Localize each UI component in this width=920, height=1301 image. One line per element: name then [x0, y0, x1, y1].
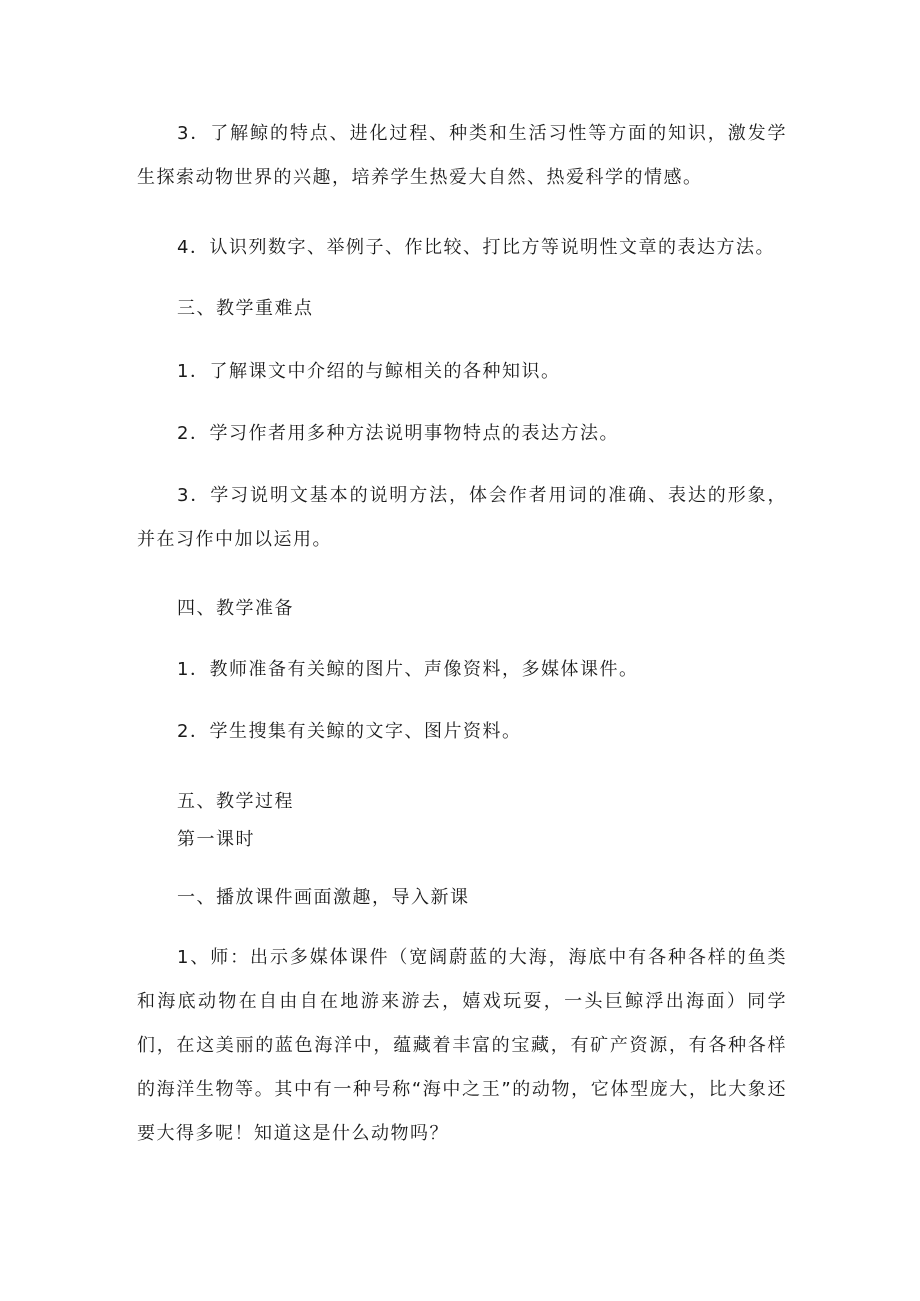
objective-3-paragraph: 3．了解鲸的特点、进化过程、种类和生活习性等方面的知识，激发学生探索动物世界的兴趣，培养学生热爱大自然、热爱科学的情感。 — [137, 123, 787, 188]
section-heading-preparation: 四、教学准备 — [177, 598, 294, 619]
objective-4-paragraph: 4．认识列数字、举例子、作比较、打比方等说明性文章的表达方法。 — [177, 237, 775, 258]
step-one-heading: 一、播放课件画面激趣，导入新课 — [177, 887, 470, 908]
preparation-1: 1．教师准备有关鲸的图片、声像资料，多媒体课件。 — [177, 659, 639, 680]
teacher-intro-paragraph: 1、师：出示多媒体课件（宽阔蔚蓝的大海，海底中有各种各样的鱼类和海底动物在自由自在地游来游去，嬉戏玩耍，一头巨鲸浮出海面）同学们，在这美丽的蓝色海洋中，蕴藏着丰富的宝藏，有矿产资源，有各种各样的海洋生物等。其中有一种号称“海中之王”的动物，它体型庞大，比大象还要大得多呢！知道这是什么动物吗？ — [137, 947, 787, 1144]
key-point-3: 3．学习说明文基本的说明方法，体会作者用词的准确、表达的形象，并在习作中加以运用。 — [137, 485, 787, 550]
key-point-1: 1．了解课文中介绍的与鲸相关的各种知识。 — [177, 361, 561, 382]
section-heading-key-points: 三、教学重难点 — [177, 298, 314, 319]
lesson-one-heading: 第一课时 — [177, 829, 255, 850]
section-heading-process: 五、教学过程 — [177, 791, 294, 812]
preparation-2: 2．学生搜集有关鲸的文字、图片资料。 — [177, 721, 522, 742]
key-point-2: 2．学习作者用多种方法说明事物特点的表达方法。 — [177, 423, 619, 444]
